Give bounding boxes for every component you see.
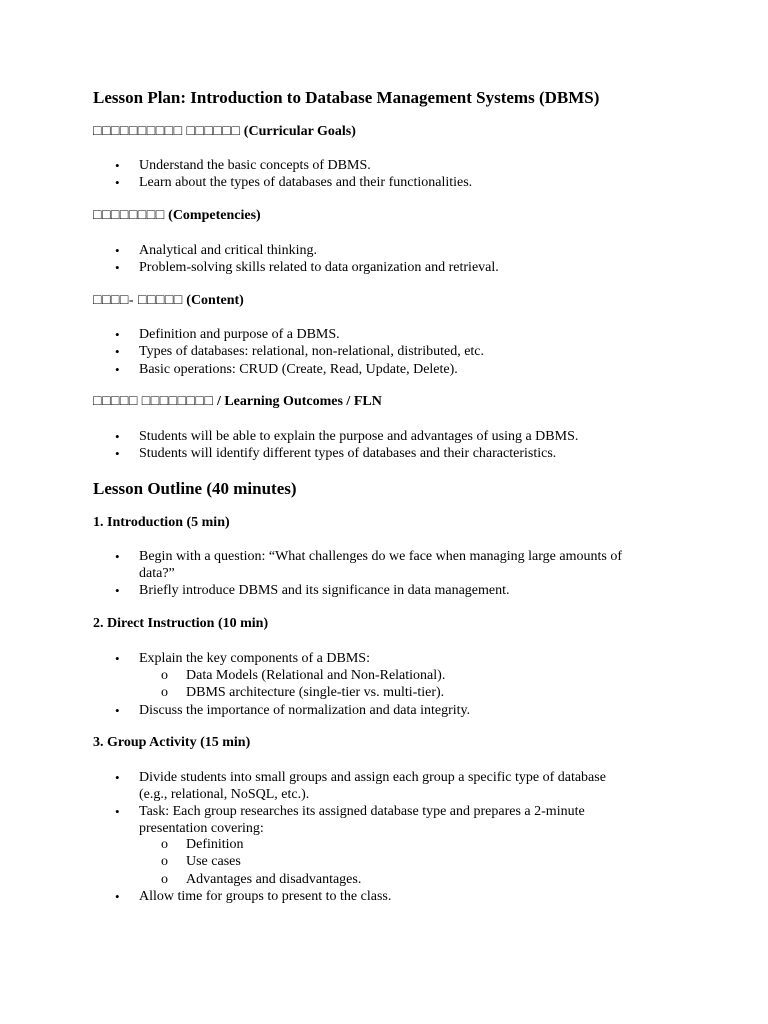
sub-list-item: o Definition <box>161 837 244 852</box>
list-item: • Begin with a question: “What challenges do we face when managing large amounts of data?” <box>115 548 622 582</box>
list-item: • Learn about the types of databases and their functionalities. <box>115 174 472 191</box>
untranslated-glyphs: □□□□- □□□□□ <box>93 293 183 308</box>
list-item: • Divide students into small groups and assign each group a specific type of database (e.g., relational, NoSQL, etc.). <box>115 769 606 803</box>
part-heading-group-activity: 3. Group Activity (15 min) <box>93 735 251 750</box>
list-item: • Types of databases: relational, non-relational, distributed, etc. <box>115 343 484 360</box>
list-item: • Students will be able to explain the purpose and advantages of using a DBMS. <box>115 428 578 445</box>
section-heading-learning-outcomes <box>93 394 382 410</box>
list-item: • Briefly introduce DBMS and its significance in data management. <box>115 582 510 599</box>
part-heading-direct-instruction: 2. Direct Instruction (10 min) <box>93 616 269 631</box>
list-item: • Allow time for groups to present to the class. <box>115 888 391 905</box>
section-heading-competencies <box>93 208 261 224</box>
list-item: • Analytical and critical thinking. <box>115 242 317 259</box>
untranslated-glyphs: □□□□□□□□ <box>93 208 165 223</box>
list-item: • Definition and purpose of a DBMS. <box>115 326 340 343</box>
sub-list-item: o Advantages and disadvantages. <box>161 872 362 887</box>
list-item: • Basic operations: CRUD (Create, Read, Update, Delete). <box>115 361 458 378</box>
untranslated-glyphs: □□□□□ □□□□□□□□ <box>93 394 214 409</box>
list-item: • Explain the key components of a DBMS: <box>115 650 370 667</box>
untranslated-glyphs: □□□□□□□□□□ □□□□□□ <box>93 124 241 139</box>
list-item: • Task: Each group researches its assigned database type and prepares a 2-minute presentation covering: <box>115 803 585 837</box>
sub-list-item: o Data Models (Relational and Non-Relational). <box>161 668 446 683</box>
section-label: (Curricular Goals) <box>243 124 356 139</box>
part-heading-introduction: 1. Introduction (5 min) <box>93 515 230 530</box>
section-heading-curricular-goals <box>93 124 356 140</box>
sub-list-item: o Use cases <box>161 854 241 869</box>
list-item: • Discuss the importance of normalization and data integrity. <box>115 702 470 719</box>
sub-list-item: o DBMS architecture (single-tier vs. multi-tier). <box>161 685 445 700</box>
section-label: (Content) <box>186 293 244 308</box>
section-label: / Learning Outcomes / FLN <box>216 394 382 409</box>
list-item: • Problem-solving skills related to data organization and retrieval. <box>115 259 499 276</box>
page-title: Lesson Plan: Introduction to Database Management Systems (DBMS) <box>93 88 600 107</box>
section-heading-content <box>93 293 244 309</box>
list-item: • Understand the basic concepts of DBMS. <box>115 157 371 174</box>
lesson-outline-heading: Lesson Outline (40 minutes) <box>93 479 297 498</box>
list-item: • Students will identify different types of databases and their characteristics. <box>115 445 556 462</box>
section-label: (Competencies) <box>168 208 261 223</box>
